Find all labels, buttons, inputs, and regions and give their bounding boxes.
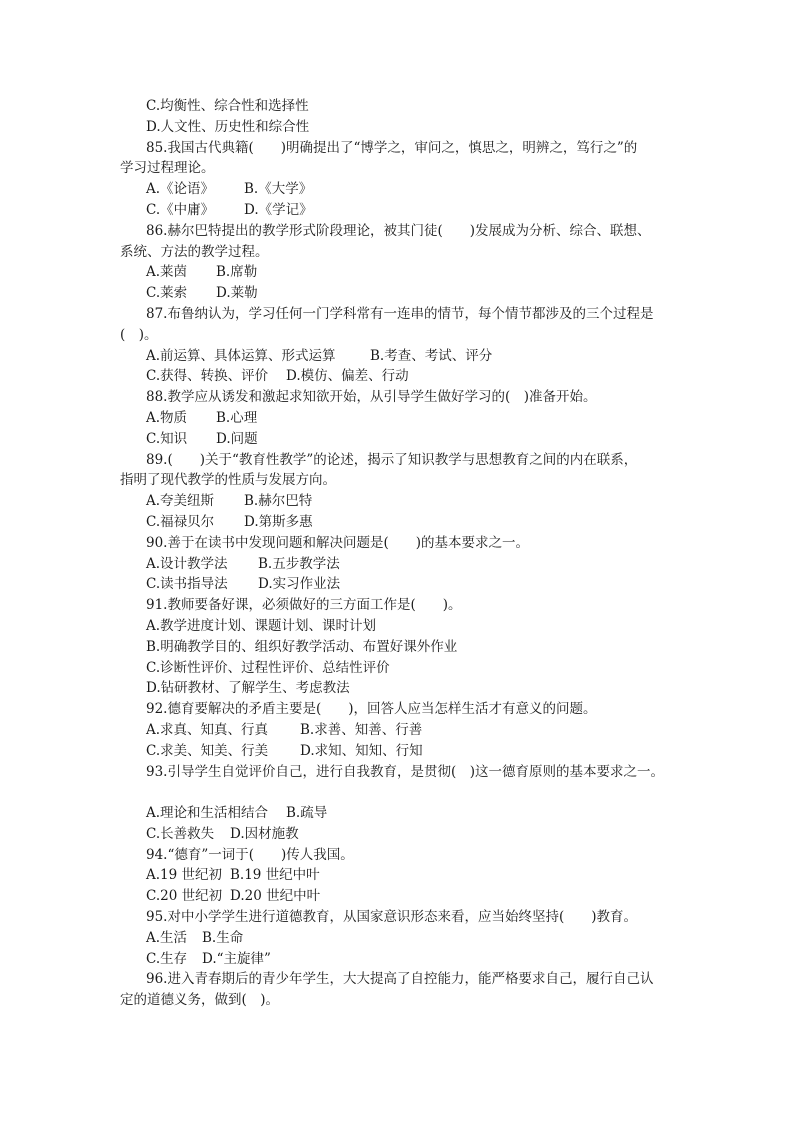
- option-a: A.教学进度计划、课题计划、课时计划: [146, 617, 377, 634]
- question-90-stem: 90.善于在读书中发现问题和解决问题是( )的基本要求之一。: [146, 534, 530, 551]
- option-row: [120, 366, 680, 387]
- option-d: D.因材施教: [230, 825, 299, 842]
- option-row: [120, 200, 680, 221]
- question-86-stem: 86.赫尔巴特提出的教学形式阶段理论，被其门徒( )发展成为分析、综合、联想、: [146, 222, 651, 239]
- option-b: B.19 世纪中叶: [230, 867, 320, 884]
- option-d: D.人文性、历史性和综合性: [146, 118, 310, 135]
- option-a: A.理论和生活相结合: [146, 805, 269, 822]
- question-92-stem: 92.德育要解决的矛盾主要是( )，回答人应当怎样生活才有意义的问题。: [146, 701, 597, 718]
- option-b: B.席勒: [216, 264, 258, 281]
- option-b: B.求善、知善、行善: [300, 721, 423, 738]
- option-d: D.《学记》: [244, 201, 313, 218]
- option-row: [120, 429, 680, 450]
- option-row: [120, 741, 680, 762]
- option-a: A.设计教学法: [146, 555, 228, 572]
- option-d: D.问题: [216, 430, 258, 447]
- option-d: D.“主旋律”: [202, 950, 271, 967]
- option-d: D.第斯多惠: [244, 513, 313, 530]
- option-c: C.20 世纪初: [146, 888, 223, 905]
- question-94-stem: 94.“德育”一词于( )传人我国。: [146, 846, 354, 863]
- question-93-stem: 93.引导学生自觉评价自己，进行自我教育，是贯彻( )这一德育原则的基本要求之一。: [146, 763, 665, 780]
- question-96-stem: 96.进入青春期后的青少年学生，大大提高了自控能力，能严格要求自己，履行自己认: [146, 971, 654, 988]
- option-row: [120, 928, 680, 949]
- option-c: C.读书指导法: [146, 576, 228, 593]
- option-a: A.《论语》: [146, 181, 215, 198]
- option-row: [120, 283, 680, 304]
- option-row: [120, 554, 680, 575]
- option-row: [120, 865, 680, 886]
- option-a: A.物质: [146, 409, 188, 426]
- option-c: C.莱索: [146, 285, 188, 302]
- option-b: B.五步教学法: [258, 555, 340, 572]
- option-d: D.实习作业法: [258, 576, 341, 593]
- option-row: [120, 574, 680, 595]
- option-row: [120, 824, 680, 845]
- option-d: D.钻研教材、了解学生、考虑教法: [146, 680, 350, 697]
- question-86-stem-cont: 系统、方法的教学过程。: [120, 243, 269, 260]
- option-c: C.长善救失: [146, 825, 215, 842]
- question-list: [120, 96, 680, 1011]
- option-c: C.《中庸》: [146, 201, 215, 218]
- option-row: [120, 179, 680, 200]
- option-b: B.《大学》: [244, 181, 313, 198]
- option-c: C.获得、转换、评价: [146, 368, 269, 385]
- option-b: B.考查、考试、评分: [370, 347, 493, 364]
- option-b: B.赫尔巴特: [244, 493, 313, 510]
- option-d: D.模仿、偏差、行动: [286, 368, 409, 385]
- option-row: [120, 262, 680, 283]
- question-89-stem: 89.( )关于“教育性教学”的论述，揭示了知识教学与思想教育之间的内在联系，: [146, 451, 638, 468]
- option-a: A.前运算、具体运算、形式运算: [146, 347, 336, 364]
- option-b: B.疏导: [286, 805, 328, 822]
- option-row: [120, 720, 680, 741]
- blank-line: [120, 782, 680, 803]
- option-c: C.生存: [146, 950, 188, 967]
- question-87-stem: 87.布鲁纳认为，学习任何一门学科常有一连串的情节，每个情节都涉及的三个过程是: [146, 305, 654, 322]
- question-85-stem: 85.我国古代典籍( )明确提出了“博学之，审问之，慎思之，明辨之，笃行之”的: [146, 139, 638, 156]
- option-c: C.福禄贝尔: [146, 513, 215, 530]
- question-95-stem: 95.对中小学学生进行道德教育，从国家意识形态来看，应当始终坚持( )教育。: [146, 909, 638, 926]
- option-row: [120, 886, 680, 907]
- option-b: B.生命: [202, 929, 244, 946]
- option-c: C.求美、知美、行美: [146, 742, 269, 759]
- question-96-stem-cont: 定的道德义务，做到( )。: [120, 992, 280, 1009]
- option-b: B.明确教学目的、组织好教学活动、布置好课外作业: [146, 638, 458, 655]
- question-91-stem: 91.教师要备好课，必须做好的三方面工作是( )。: [146, 597, 462, 614]
- option-a: A.莱茵: [146, 264, 188, 281]
- option-a: A.夸美纽斯: [146, 493, 215, 510]
- option-d: D.求知、知知、行知: [300, 742, 423, 759]
- option-b: B.心理: [216, 409, 258, 426]
- option-row: [120, 491, 680, 512]
- option-row: [120, 512, 680, 533]
- option-a: A.生活: [146, 929, 188, 946]
- option-d: D.莱勒: [216, 285, 258, 302]
- option-a: A.求真、知真、行真: [146, 721, 269, 738]
- question-87-stem-cont: ( )。: [120, 326, 158, 343]
- option-row: [120, 949, 680, 970]
- option-c: C.均衡性、综合性和选择性: [146, 98, 309, 114]
- question-88-stem: 88.教学应从诱发和激起求知欲开始，从引导学生做好学习的( )准备开始。: [146, 389, 597, 406]
- option-row: [120, 346, 680, 367]
- option-c: C.诊断性评价、过程性评价、总结性评价: [146, 659, 390, 676]
- question-85-stem-cont: 学习过程理论。: [120, 160, 215, 177]
- option-c: C.知识: [146, 430, 188, 447]
- option-row: [120, 408, 680, 429]
- option-row: [120, 803, 680, 824]
- option-a: A.19 世纪初: [146, 867, 223, 884]
- option-d: D.20 世纪中叶: [230, 888, 321, 905]
- question-89-stem-cont: 指明了现代教学的性质与发展方向。: [120, 472, 336, 489]
